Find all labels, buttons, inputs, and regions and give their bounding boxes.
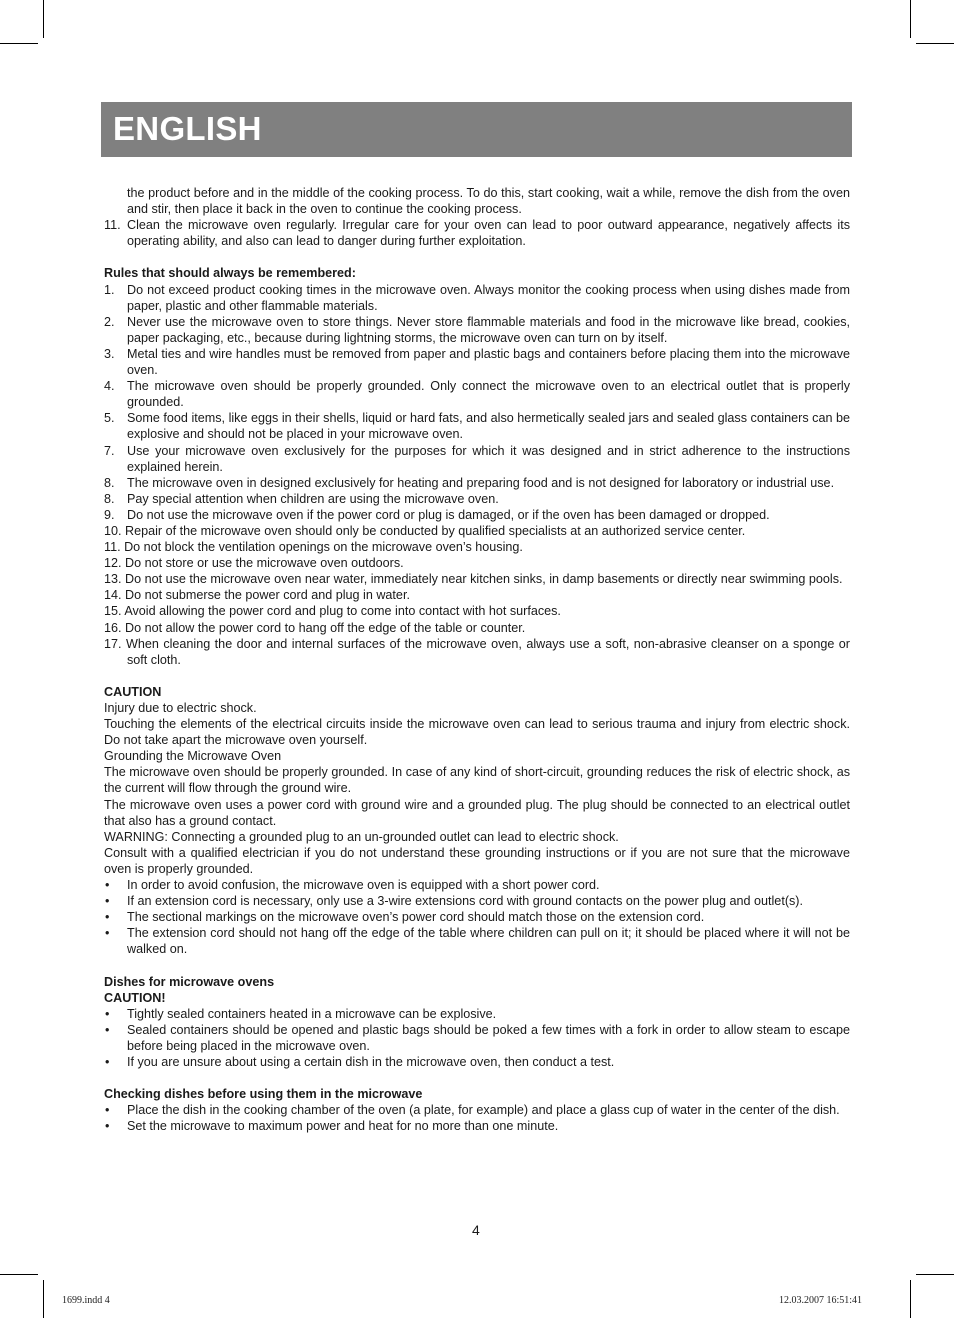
list-item: [104, 539, 850, 555]
crop-mark: [916, 43, 954, 44]
caution-bullets: [104, 877, 850, 957]
list-item-text: The extension cord should not hang off the edge of the table where children can pull on it; it should be placed where it will not be walked on.: [127, 926, 850, 957]
caution-paragraph: Touching the elements of the electrical circuits inside the microwave oven can lead to serious trauma and injury from electric shock. Do not take apart the microwave oven yourself.: [104, 717, 850, 748]
bullet-marker: •: [105, 878, 110, 893]
list-marker: 15.: [104, 604, 122, 619]
list-item-text: Do not use the microwave oven near water, immediately near kitchen sinks, in damp basements or directly near swimming pools.: [125, 572, 843, 587]
list-item-text: If you are unsure about using a certain dish in the microwave oven, then conduct a test.: [127, 1055, 615, 1070]
bullet-item: [104, 893, 850, 909]
list-marker: 5.: [104, 411, 115, 426]
list-marker: 3.: [104, 346, 115, 361]
caution-paragraph: WARNING: Connecting a grounded plug to an un-grounded outlet can lead to electric shock.: [104, 829, 619, 844]
list-item-text: Some food items, like eggs in their shells, liquid or hard fats, and also hermetically sealed jars and sealed glass containers can be explosive and should not be placed in your microwave oven.: [127, 411, 850, 442]
list-item-text: Do not use the microwave oven if the power cord or plug is damaged, or if the oven has been damaged or dropped.: [127, 507, 770, 522]
list-item-text: Do not store or use the microwave oven outdoors.: [125, 556, 404, 571]
manual-content: [104, 185, 850, 1135]
intro-continuation: the product before and in the middle of the cooking process. To do this, start cooking, wait a while, remove the dish from the oven and stir, then place it back in the oven to continue the cooking process.: [127, 186, 850, 217]
bullet-item: [104, 1118, 850, 1134]
caution-paragraphs: [104, 700, 850, 877]
list-item-text: Metal ties and wire handles must be removed from paper and plastic bags and containers before placing them into the microwave oven.: [127, 346, 850, 378]
crop-mark: [910, 1280, 911, 1318]
list-item-text: Use your microwave oven exclusively for the purposes for which it was designed and in strict adherence to the instructions explained herein.: [127, 443, 850, 474]
list-item-text: Never use the microwave oven to store things. Never store flammable materials and food in the microwave like bread, cookies, paper packaging, etc., because during lightning storms, the microwave oven can turn on by itself.: [127, 314, 850, 345]
rules-heading: Rules that should always be remembered:: [104, 266, 356, 281]
crop-mark: [910, 0, 911, 38]
list-item-text: Pay special attention when children are using the microwave oven.: [127, 491, 499, 506]
list-marker: 8.: [104, 491, 115, 506]
crop-mark: [0, 43, 38, 44]
list-item-text: Set the microwave to maximum power and heat for no more than one minute.: [127, 1119, 559, 1134]
bullet-marker: •: [105, 1022, 110, 1037]
bullet-marker: •: [105, 1103, 110, 1118]
bullet-marker: •: [105, 894, 110, 909]
rules-list-continued: [104, 523, 850, 668]
caution-paragraph: Consult with a qualified electrician if you do not understand these grounding instructions or if you are not sure that the microwave oven is properly grounded.: [104, 845, 850, 876]
checking-bullets: [104, 1102, 850, 1134]
dishes-bullets: [104, 1006, 850, 1070]
list-item-text: Place the dish in the cooking chamber of the oven (a plate, for example) and place a glass cup of water in the center of the dish.: [127, 1103, 840, 1118]
list-item-text: If an extension cord is necessary, only use a 3-wire extensions cord with ground contacts on the power plug and outlet(s).: [127, 894, 803, 909]
list-item-text: The microwave oven should be properly grounded. Only connect the microwave oven to an electrical outlet that is properly grounded.: [127, 379, 850, 410]
caution-paragraph: The microwave oven uses a power cord with ground wire and a grounded plug. The plug should be connected to an electrical outlet that also has a ground contact.: [104, 797, 850, 828]
bullet-marker: •: [105, 1119, 110, 1134]
list-marker: 10.: [104, 523, 122, 538]
bullet-item: [104, 1022, 850, 1054]
list-marker: 7.: [104, 443, 115, 458]
rules-list: [104, 282, 850, 523]
bullet-item: [104, 1102, 850, 1118]
list-marker: 1.: [104, 282, 115, 297]
list-item: [104, 475, 850, 491]
intro-list: [104, 217, 850, 249]
list-item-text: Clean the microwave oven regularly. Irregular care for your oven can lead to poor outward appearance, negatively affects its operating ability, and also can lead to danger during further exploitation.: [127, 218, 850, 249]
list-item: [104, 282, 850, 314]
list-item: [104, 603, 850, 619]
list-item: [104, 314, 850, 346]
list-marker: 13.: [104, 572, 122, 587]
list-item: [104, 507, 850, 523]
list-item-text: Do not exceed product cooking times in the microwave oven. Always monitor the cooking process when using dishes made from paper, plastic and other flammable materials.: [127, 282, 850, 313]
dishes-caution-subheading: CAUTION!: [104, 990, 166, 1005]
bullet-item: [104, 1006, 850, 1022]
list-item-text: Sealed containers should be opened and plastic bags should be poked a few times with a fork in order to allow steam to escape before being placed in the microwave oven.: [127, 1022, 850, 1053]
caution-heading: CAUTION: [104, 684, 162, 699]
list-marker: 9.: [104, 507, 115, 522]
list-item-text: When cleaning the door and internal surfaces of the microwave oven, always use a soft, non-abrasive cleanser on a sponge or soft cloth.: [125, 636, 850, 667]
caution-paragraph: Grounding the Microwave Oven: [104, 749, 282, 764]
list-item-text: In order to avoid confusion, the microwave oven is equipped with a short power cord.: [127, 878, 600, 893]
list-item: [104, 523, 850, 539]
crop-mark: [43, 0, 44, 38]
list-item-text: Tightly sealed containers heated in a microwave can be explosive.: [127, 1006, 497, 1021]
bullet-item: [104, 877, 850, 893]
list-marker: 12.: [104, 556, 122, 571]
checking-heading: Checking dishes before using them in the microwave: [104, 1087, 423, 1102]
bullet-marker: •: [105, 1055, 110, 1070]
list-item: [104, 491, 850, 507]
list-item-text: The microwave oven in designed exclusively for heating and preparing food and is not designed for laboratory or industrial use.: [127, 475, 835, 490]
list-marker: 14.: [104, 588, 122, 603]
bullet-marker: •: [105, 926, 110, 941]
bullet-item: [104, 1054, 850, 1070]
list-item-text: Repair of the microwave oven should only be conducted by qualified specialists at an authorized service center.: [125, 523, 746, 538]
list-marker: 11.: [104, 218, 121, 233]
list-marker: 16.: [104, 620, 122, 635]
list-item: [104, 587, 850, 603]
list-item: [104, 346, 850, 378]
list-item: [104, 620, 850, 636]
list-item-text: Do not submerse the power cord and plug in water.: [125, 588, 410, 603]
dishes-heading: Dishes for microwave ovens: [104, 974, 275, 989]
language-header-bar: [101, 102, 852, 157]
bullet-marker: •: [105, 1006, 110, 1021]
list-item-text: The sectional markings on the microwave oven’s power cord should match those on the extension cord.: [127, 910, 705, 925]
bullet-item: [104, 909, 850, 925]
file-slug: 1699.indd 4: [62, 1295, 110, 1306]
list-item-text: Do not allow the power cord to hang off the edge of the table or counter.: [125, 620, 526, 635]
list-marker: 17.: [104, 636, 122, 651]
list-item: [104, 636, 850, 668]
list-item: [104, 378, 850, 410]
list-marker: 2.: [104, 314, 115, 329]
bullet-item: [104, 925, 850, 957]
list-item: [104, 571, 850, 587]
page-title: ENGLISH: [113, 110, 262, 147]
list-item: [104, 443, 850, 475]
crop-mark: [43, 1280, 44, 1318]
list-marker: 11.: [104, 540, 121, 555]
list-item: [104, 555, 850, 571]
caution-paragraph: Injury due to electric shock.: [104, 701, 257, 715]
list-marker: 8.: [104, 475, 115, 490]
date-slug: 12.03.2007 16:51:41: [779, 1295, 863, 1306]
list-item: [104, 217, 850, 249]
crop-mark: [916, 1274, 954, 1275]
list-item-text: Do not block the ventilation openings on the microwave oven’s housing.: [124, 540, 523, 555]
crop-mark: [0, 1274, 38, 1275]
list-item: [104, 410, 850, 442]
list-item-text: Avoid allowing the power cord and plug to come into contact with hot surfaces.: [124, 604, 561, 619]
page-number: 4: [472, 1222, 480, 1238]
list-marker: 4.: [104, 379, 115, 394]
bullet-marker: •: [105, 910, 110, 925]
caution-paragraph: The microwave oven should be properly grounded. In case of any kind of short-circuit, grounding reduces the risk of electric shock, as the current will flow through the ground wire.: [104, 765, 850, 796]
